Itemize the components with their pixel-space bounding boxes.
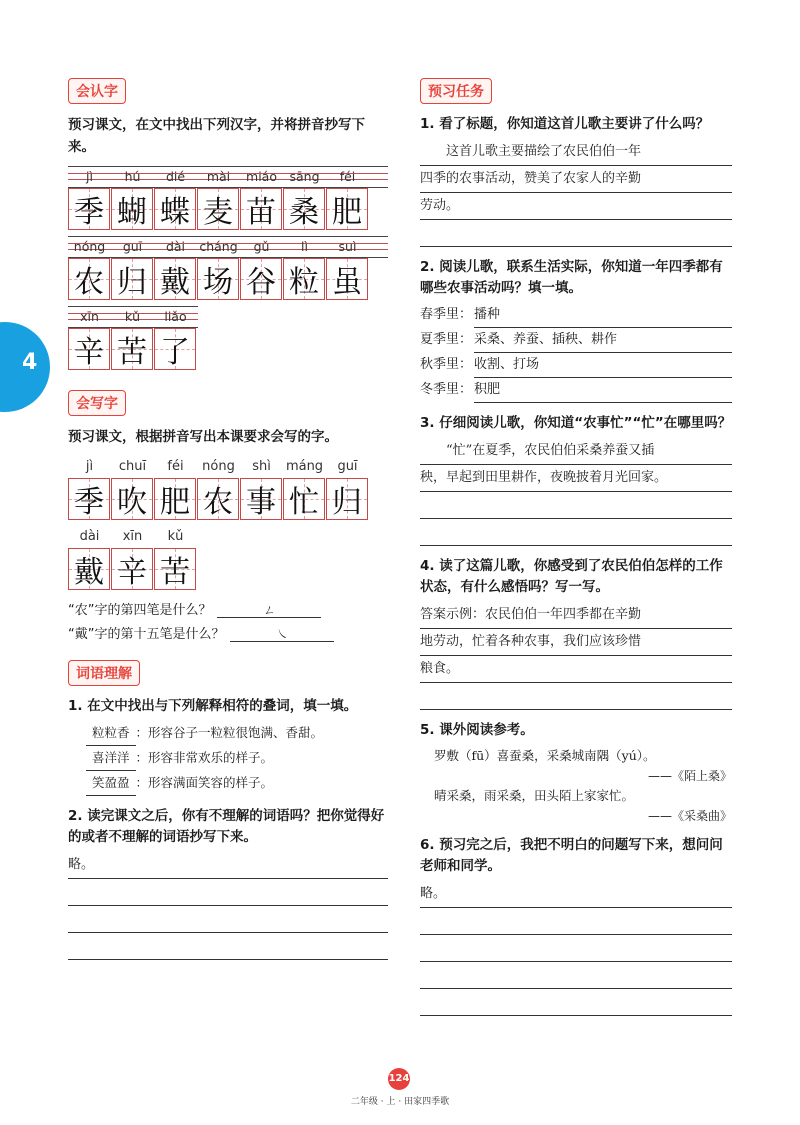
pinyin: féi: [167, 459, 184, 474]
char-box: 归: [326, 478, 368, 520]
pinyin: liǎo: [164, 309, 187, 324]
pinyin: xīn: [122, 529, 143, 544]
task-question-1: 1. 看了标题，你知道这首儿歌主要讲了什么吗？: [420, 116, 710, 132]
char-box: 麦: [197, 188, 239, 230]
answer-line: 这首儿歌主要描绘了农民伯伯一年: [420, 139, 732, 166]
vocab-question-1: 1. 在文中找出与下列解释相符的叠词，填一填。: [68, 698, 358, 714]
blank-line: [420, 989, 732, 1016]
answer-line: 答案示例：农民伯伯一年四季都在辛勤: [420, 602, 732, 629]
left-column: [68, 78, 388, 960]
pinyin: gǔ: [253, 239, 270, 254]
char-box: 苗: [240, 188, 282, 230]
task-question-3: 3. 仔细阅读儿歌，你知道“农事忙”“忙”在哪里吗？: [420, 415, 732, 431]
task-question-6: 6. 预习完之后，我把不明白的问题写下来，想问问老师和同学。: [420, 837, 723, 874]
vocab-term-row: 粒粒香 ：形容谷子一粒粒很饱满、香甜。: [86, 721, 388, 746]
answer-line: 劳动。: [420, 193, 732, 220]
char-box: 虽: [326, 258, 368, 300]
blank-line: [68, 879, 388, 906]
recognize-row: [68, 306, 198, 370]
char-box: 吹: [111, 478, 153, 520]
section-tag-write: 会写字: [68, 390, 126, 416]
char-box: 季: [68, 478, 110, 520]
season-row: 冬季里： 积肥: [420, 378, 732, 403]
right-column: [420, 78, 732, 1016]
pinyin: dài: [79, 529, 100, 544]
season-row: 夏季里： 采桑、养蚕、插秧、耕作: [420, 328, 732, 353]
section-tag-vocab: 词语理解: [68, 660, 140, 686]
recognize-row: [68, 166, 388, 230]
pinyin: nóng: [202, 459, 235, 474]
write-row: [68, 456, 388, 520]
blank-line: [420, 683, 732, 710]
season-row: 春季里： 播种: [420, 303, 732, 328]
char-box: 戴: [68, 548, 110, 590]
stroke-answer: ㄥ: [217, 603, 321, 618]
season-row: 秋季里： 收割、打场: [420, 353, 732, 378]
pinyin: jì: [85, 459, 94, 474]
char-box: 戴: [154, 258, 196, 300]
unit-badge: 4: [0, 322, 50, 412]
stroke-question: “农”字的第四笔是什么？ ㄥ: [68, 596, 388, 618]
vocab-term-row: 笑盈盈 ：形容满面笑容的样子。: [86, 771, 388, 796]
char-box: 苦: [154, 548, 196, 590]
char-box: 场: [197, 258, 239, 300]
pinyin: guī: [122, 239, 143, 254]
pinyin: jì: [86, 169, 93, 184]
pinyin: cháng: [199, 239, 238, 254]
blank-line: [68, 906, 388, 933]
task-question-2: 2. 阅读儿歌，联系生活实际，你知道一年四季都有哪些农事活动吗？填一填。: [420, 259, 723, 296]
blank-line: [420, 935, 732, 962]
char-box: 谷: [240, 258, 282, 300]
pinyin: shì: [252, 459, 271, 474]
char-box: 归: [111, 258, 153, 300]
pinyin: dié: [165, 169, 186, 184]
pinyin: nóng: [73, 239, 106, 254]
write-instruction: 预习课文，根据拼音写出本课要求会写的字。: [68, 429, 338, 445]
pinyin: xīn: [80, 309, 99, 324]
answer-line: 略。: [420, 881, 732, 908]
blank-line: [420, 908, 732, 935]
char-box: 肥: [154, 478, 196, 520]
char-box: 肥: [326, 188, 368, 230]
blank-line: [420, 220, 732, 247]
poem-source: ——《采桑曲》: [647, 809, 732, 823]
recognize-instruction: 预习课文，在文中找出下列汉字，并将拼音抄写下来。: [68, 117, 365, 155]
section-tag-recognize: 会认字: [68, 78, 126, 104]
pinyin: féi: [339, 169, 356, 184]
vocab-term-row: 喜洋洋 ：形容非常欢乐的样子。: [86, 746, 388, 771]
blank-line: [420, 962, 732, 989]
section-tag-tasks: 预习任务: [420, 78, 492, 104]
char-box: 粒: [283, 258, 325, 300]
pinyin: kǔ: [124, 309, 141, 324]
recognize-row: [68, 236, 388, 300]
answer-line: “忙”在夏季，农民伯伯采桑养蚕又插: [420, 438, 732, 465]
char-box: 桑: [283, 188, 325, 230]
pinyin: máng: [285, 459, 324, 474]
answer-line: 粮食。: [420, 656, 732, 683]
task-question-4: 4. 读了这篇儿歌，你感受到了农民伯伯怎样的工作状态，有什么感悟吗？写一写。: [420, 558, 723, 595]
poem-line: 晴采桑，雨采桑，田头陌上家家忙。: [434, 788, 635, 803]
answer-line: 四季的农事活动，赞美了农家人的辛勤: [420, 166, 732, 193]
task-question-5: 5. 课外阅读参考。: [420, 722, 534, 738]
pinyin: lì: [301, 239, 308, 254]
poem-source: ——《陌上桑》: [647, 769, 732, 783]
pinyin: dài: [165, 239, 186, 254]
page-number: 124: [388, 1068, 410, 1090]
answer-line: 地劳动，忙着各种农事，我们应该珍惜: [420, 629, 732, 656]
blank-line: [420, 492, 732, 519]
pinyin: miáo: [246, 169, 277, 184]
char-box: 农: [197, 478, 239, 520]
pinyin: suì: [338, 239, 357, 254]
answer-line: 略。: [68, 852, 388, 879]
char-box: 苦: [111, 328, 153, 370]
char-box: 事: [240, 478, 282, 520]
char-box: 了: [154, 328, 196, 370]
pinyin: kǔ: [167, 529, 184, 544]
pinyin: guī: [337, 459, 358, 474]
vocab-question-2: 2. 读完课文之后，你有不理解的词语吗？把你觉得好的或者不理解的词语抄写下来。: [68, 808, 385, 845]
answer-line: 秧，早起到田里耕作，夜晚披着月光回家。: [420, 465, 732, 492]
footer-text: 二年级 · 上 · 田家四季歌: [350, 1097, 450, 1107]
blank-line: [420, 519, 732, 546]
write-row: [68, 526, 388, 590]
char-box: 忙: [283, 478, 325, 520]
poem-line: 罗敷（fū）喜蚕桑，采桑城南隅（yú）。: [434, 748, 656, 763]
char-box: 蝶: [154, 188, 196, 230]
char-box: 季: [68, 188, 110, 230]
char-box: 农: [68, 258, 110, 300]
blank-line: [68, 933, 388, 960]
stroke-question: “戴”字的第十五笔是什么？ ㇏: [68, 620, 388, 642]
char-box: 辛: [68, 328, 110, 370]
char-box: 蝴: [111, 188, 153, 230]
pinyin: mài: [206, 169, 231, 184]
pinyin: sāng: [289, 169, 320, 184]
pinyin: chuī: [118, 459, 147, 474]
char-box: 辛: [111, 548, 153, 590]
pinyin: hú: [124, 169, 141, 184]
stroke-answer: ㇏: [230, 627, 334, 642]
